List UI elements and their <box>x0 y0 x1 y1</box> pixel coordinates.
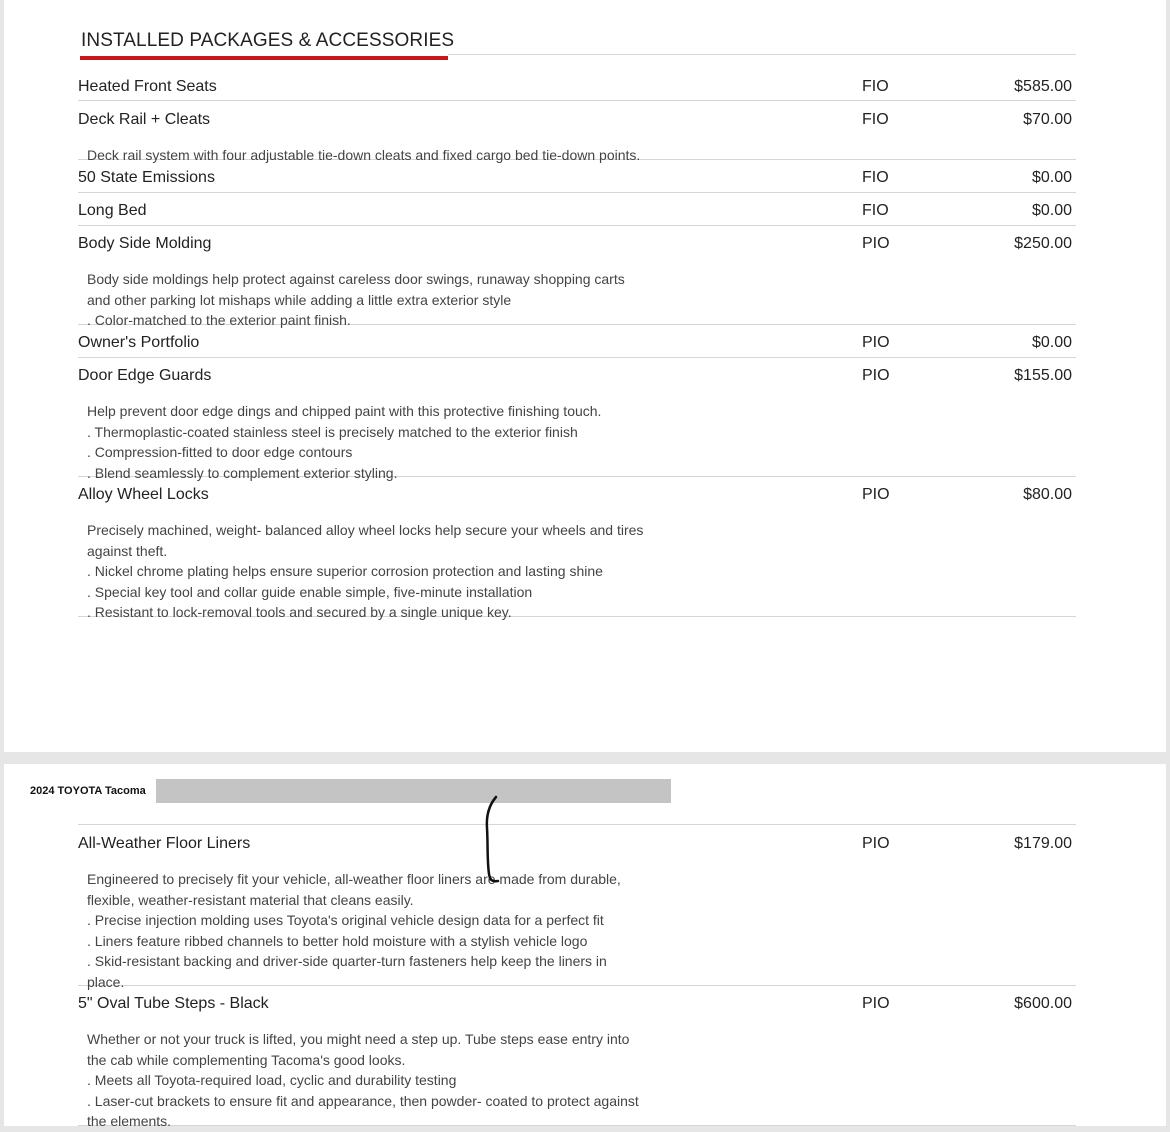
description-line: . Thermoplastic-coated stainless steel is precisely matched to the exterior finish <box>87 423 578 440</box>
description-line: Engineered to precisely fit your vehicle, all-weather floor liners are made from durable, <box>87 871 621 887</box>
description-line: . Resistant to lock-removal tools and secured by a single unique key. <box>87 604 512 620</box>
item-description <box>87 520 727 623</box>
document-page-2 <box>4 764 1166 1129</box>
line-item <box>78 486 1076 620</box>
item-price: $600.00 <box>1014 995 1072 1012</box>
item-name: 50 State Emissions <box>78 169 215 186</box>
item-description <box>87 869 727 992</box>
item-price: $0.00 <box>1031 169 1072 186</box>
description-line: . Compression-fitted to door edge contours <box>87 444 353 460</box>
item-name: All-Weather Floor Liners <box>78 835 251 852</box>
item-price: $585.00 <box>1014 78 1072 95</box>
line-item <box>78 235 1076 328</box>
item-description <box>87 269 727 331</box>
item-price: $0.00 <box>1031 202 1072 219</box>
title-rule <box>448 54 1076 55</box>
line-item <box>78 111 1076 163</box>
line-item <box>78 78 1076 101</box>
line-item <box>78 995 1076 1129</box>
item-price: $0.00 <box>1031 334 1072 351</box>
item-install-code: FIO <box>862 169 889 186</box>
item-description <box>87 1029 727 1132</box>
item-name: Owner's Portfolio <box>78 334 200 351</box>
description-line: . Laser-cut brackets to ensure fit and appearance, then powder- coated to protect against <box>87 1092 639 1109</box>
item-install-code: FIO <box>862 78 889 95</box>
item-price: $80.00 <box>1023 486 1072 503</box>
item-price: $250.00 <box>1014 235 1072 252</box>
item-price: $179.00 <box>1014 835 1072 852</box>
item-name: Heated Front Seats <box>78 78 217 95</box>
vehicle-header: 2024 TOYOTA Tacoma <box>30 785 146 797</box>
description-line: and other parking lot mishaps while adding a little extra exterior style <box>87 291 512 308</box>
description-line: Whether or not your truck is lifted, you might need a step up. Tube steps ease entry into <box>87 1031 630 1047</box>
description-line: . Color-matched to the exterior paint finish. <box>87 312 351 328</box>
item-install-code: PIO <box>862 835 890 852</box>
description-line: . Precise injection molding uses Toyota's original vehicle design data for a perfect fit <box>87 912 604 928</box>
section-title: INSTALLED PACKAGES & ACCESSORIES <box>81 30 455 51</box>
description-line: place. <box>87 973 125 990</box>
line-item <box>78 202 1076 226</box>
item-install-code: FIO <box>862 202 889 219</box>
item-install-code: PIO <box>862 235 890 252</box>
item-install-code: PIO <box>862 995 890 1012</box>
description-line: . Meets all Toyota-required load, cyclic and durability testing <box>87 1072 457 1088</box>
item-price: $155.00 <box>1014 367 1072 384</box>
header-rule <box>78 824 1076 825</box>
redaction-bar <box>156 779 671 803</box>
line-item <box>78 334 1076 358</box>
item-install-code: FIO <box>862 111 889 128</box>
item-price: $70.00 <box>1023 111 1072 128</box>
document-page-1 <box>4 0 1166 752</box>
item-name: Long Bed <box>78 202 147 219</box>
item-install-code: PIO <box>862 367 890 384</box>
description-line: Body side moldings help protect against careless door swings, runaway shopping carts <box>87 271 625 287</box>
line-item <box>78 835 1076 990</box>
item-description <box>87 401 727 483</box>
item-description <box>87 145 727 166</box>
description-line: . Special key tool and collar guide enable simple, five-minute installation <box>87 583 533 600</box>
description-line: . Skid-resistant backing and driver-side quarter-turn fasteners help keep the liners in <box>87 953 607 969</box>
item-install-code: PIO <box>862 486 890 503</box>
description-line: Precisely machined, weight- balanced alloy wheel locks help secure your wheels and tires <box>87 522 644 538</box>
item-name: Deck Rail + Cleats <box>78 111 211 128</box>
description-line: Help prevent door edge dings and chipped paint with this protective finishing touch. <box>87 403 602 419</box>
description-line: . Nickel chrome plating helps ensure superior corrosion protection and lasting shine <box>87 563 603 579</box>
description-line: the elements. <box>87 1113 172 1129</box>
pen-scribble-mark <box>474 794 514 886</box>
item-name: Body Side Molding <box>78 235 212 252</box>
line-item <box>78 367 1076 481</box>
title-underline <box>80 56 448 60</box>
description-line: the cab while complementing Tacoma's good looks. <box>87 1051 406 1068</box>
description-line: flexible, weather-resistant material that cleans easily. <box>87 891 414 908</box>
description-line: . Blend seamlessly to complement exterior styling. <box>87 464 398 481</box>
description-line: against theft. <box>87 542 168 559</box>
line-item <box>78 169 1076 193</box>
description-line: . Liners feature ribbed channels to better hold moisture with a stylish vehicle logo <box>87 932 588 949</box>
item-name: Door Edge Guards <box>78 367 212 384</box>
item-name: Alloy Wheel Locks <box>78 486 209 503</box>
item-install-code: PIO <box>862 334 890 351</box>
description-line: Deck rail system with four adjustable tie-down cleats and fixed cargo bed tie-down points. <box>87 147 641 163</box>
item-name: 5" Oval Tube Steps - Black <box>78 995 269 1012</box>
